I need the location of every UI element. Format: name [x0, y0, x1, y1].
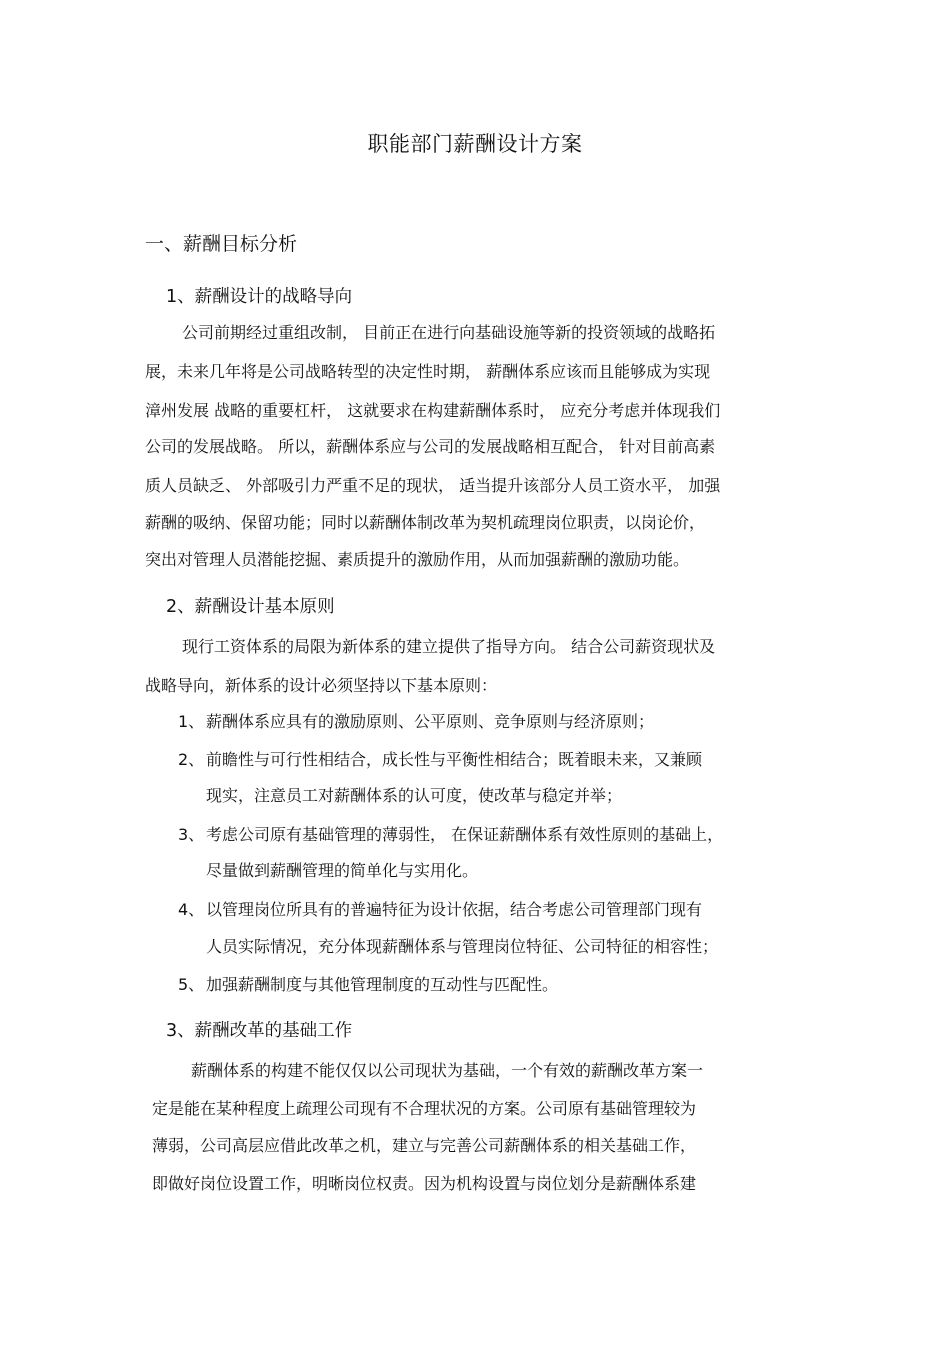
list-item-text: 尽量做到薪酬管理的简单化与实用化。 [206, 861, 479, 880]
subsection-heading: 3、薪酬改革的基础工作 [166, 1021, 353, 1041]
paragraph-line: 公司的发展战略。 所以，薪酬体系应与公司的发展战略相互配合， 针对目前高素 [145, 437, 716, 456]
subsection-heading: 2、薪酬设计基本原则 [166, 597, 335, 617]
list-item-text: 人员实际情况，充分体现薪酬体系与管理岗位特征、公司特征的相容性； [206, 937, 719, 956]
list-item-text: 考虑公司原有基础管理的薄弱性， 在保证薪酬体系有效性原则的基础上， [206, 825, 724, 844]
paragraph-line: 薪酬的吸纳、保留功能；同时以薪酬体制改革为契机疏理岗位职责，以岗论价， [145, 513, 706, 532]
list-item-text: 薪酬体系应具有的激励原则、公平原则、竞争原则与经济原则； [206, 712, 655, 731]
paragraph-line: 即做好岗位设置工作，明晰岗位权责。因为机构设置与岗位划分是薪酬体系建 [152, 1174, 697, 1193]
paragraph-line: 战略导向，新体系的设计必须坚持以下基本原则： [145, 676, 498, 695]
paragraph-line: 定是能在某种程度上疏理公司现有不合理状况的方案。公司原有基础管理较为 [152, 1099, 697, 1118]
list-item-text: 加强薪酬制度与其他管理制度的互动性与匹配性。 [206, 975, 559, 994]
paragraph-line: 薄弱，公司高层应借此改革之机，建立与完善公司薪酬体系的相关基础工作， [152, 1136, 697, 1155]
section-heading: 一、薪酬目标分析 [145, 233, 298, 255]
paragraph-line: 公司前期经过重组改制， 目前正在进行向基础设施等新的投资领域的战略拓 [182, 323, 716, 342]
list-item-number: 5、 [178, 975, 205, 994]
document-title: 职能部门薪酬设计方案 [367, 132, 583, 156]
list-item-number: 3、 [178, 825, 205, 844]
paragraph-line: 质人员缺乏、 外部吸引力严重不足的现状， 适当提升该部分人员工资水平， 加强 [145, 476, 721, 495]
list-item-number: 4、 [178, 900, 205, 919]
paragraph-line: 现行工资体系的局限为新体系的建立提供了指导方向。 结合公司薪资现状及 [182, 637, 716, 656]
list-item-number: 2、 [178, 750, 205, 769]
paragraph-line: 突出对管理人员潜能挖掘、素质提升的激励作用，从而加强薪酬的激励功能。 [145, 550, 690, 569]
list-item-number: 1、 [178, 712, 205, 731]
paragraph-line: 展，未来几年将是公司战略转型的决定性时期， 薪酬体系应该而且能够成为实现 [145, 362, 711, 381]
list-item-text: 前瞻性与可行性相结合，成长性与平衡性相结合；既着眼未来，又兼顾 [206, 750, 703, 769]
list-item-text: 现实，注意员工对薪酬体系的认可度，使改革与稳定并举； [206, 786, 623, 805]
subsection-heading: 1、薪酬设计的战略导向 [166, 287, 353, 307]
list-item-text: 以管理岗位所具有的普遍特征为设计依据，结合考虑公司管理部门现有 [206, 900, 703, 919]
paragraph-line: 漳州发展 战略的重要杠杆， 这就要求在构建薪酬体系时， 应充分考虑并体现我们 [145, 401, 721, 420]
paragraph-line: 薪酬体系的构建不能仅仅以公司现状为基础，一个有效的薪酬改革方案一 [191, 1061, 704, 1080]
